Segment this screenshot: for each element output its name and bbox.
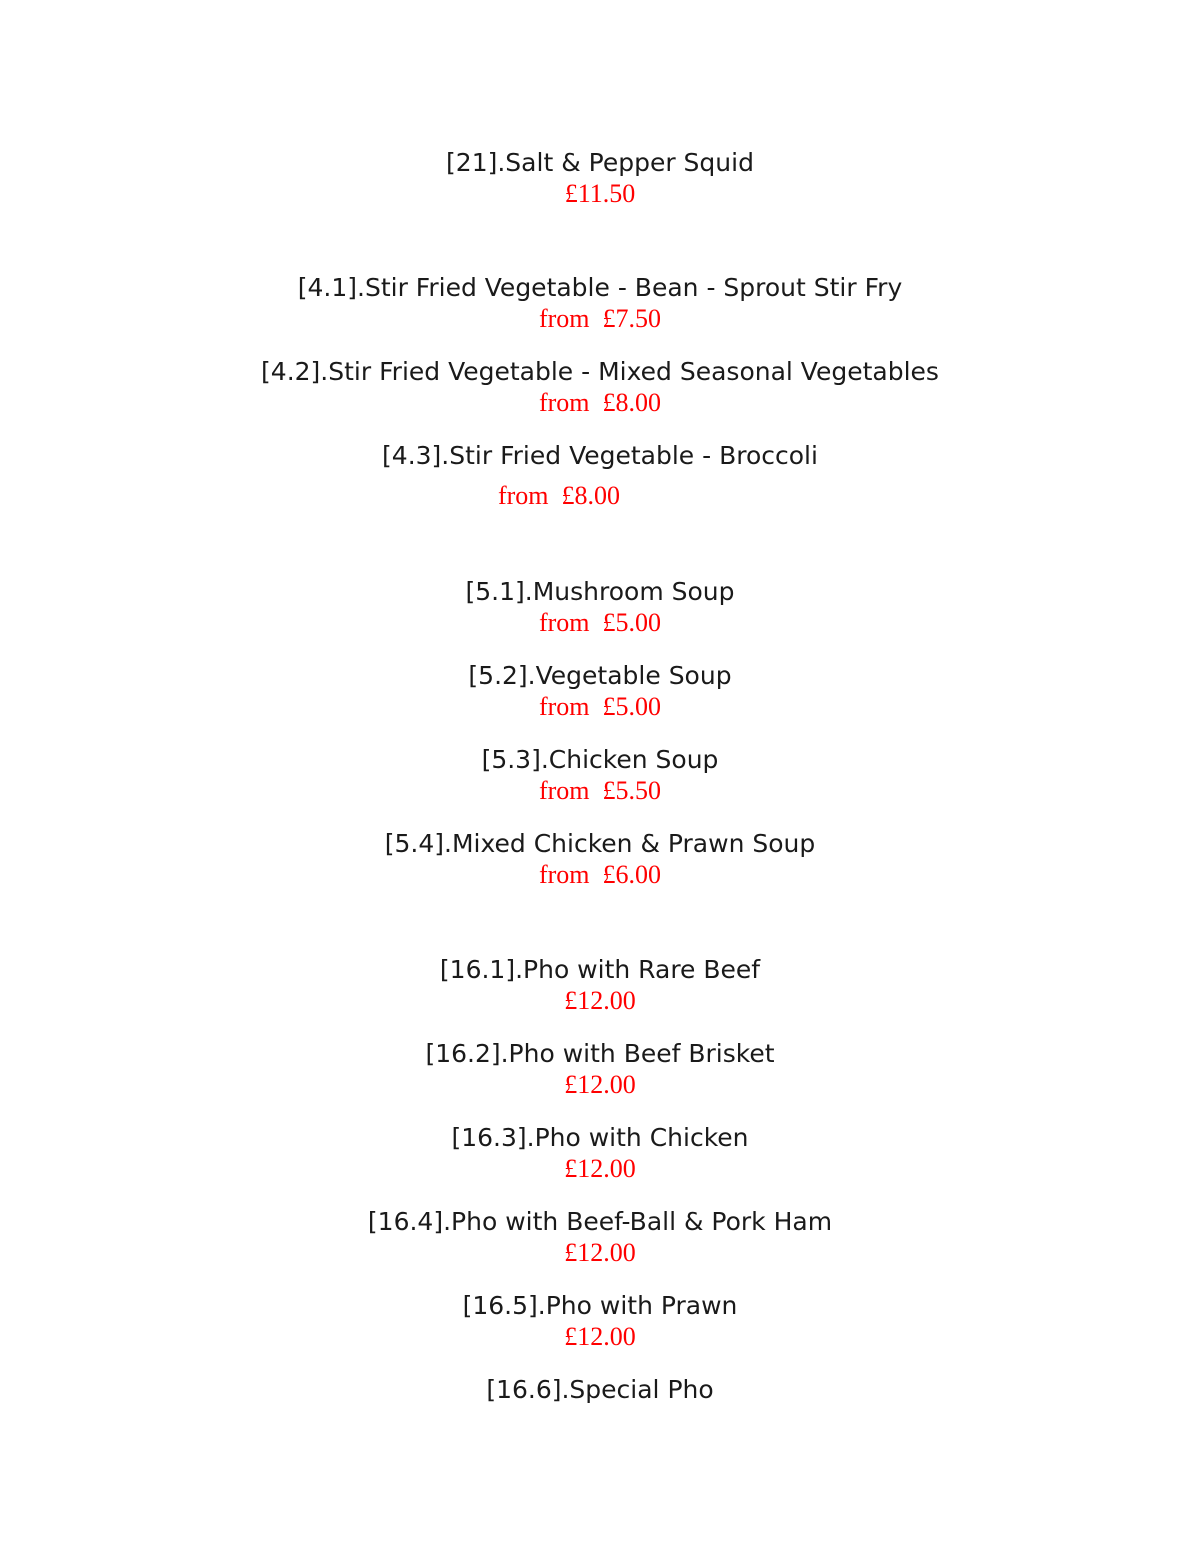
menu-item (0, 745, 1200, 806)
menu-item (0, 357, 1200, 418)
menu-item-name: [16.2].Pho with Beef Brisket (425, 1039, 775, 1068)
menu-item-name: [16.5].Pho with Prawn (462, 1291, 738, 1320)
menu-item-price: from £8.00 (538, 388, 662, 417)
menu-item-name: [5.1].Mushroom Soup (465, 577, 735, 606)
menu-item (0, 148, 1200, 209)
menu-item-name: [21].Salt & Pepper Squid (446, 148, 754, 177)
menu-item (0, 829, 1200, 890)
menu-item-name: [5.2].Vegetable Soup (468, 661, 732, 690)
menu-item-name: [16.3].Pho with Chicken (451, 1123, 749, 1152)
menu-item-price: £12.00 (564, 1322, 636, 1351)
menu-item (0, 661, 1200, 722)
menu-item (0, 577, 1200, 638)
menu-item-price: from £7.50 (538, 304, 662, 333)
menu-item (0, 1123, 1200, 1184)
menu-item-price: £12.00 (564, 1154, 636, 1183)
menu-item-price: from £5.00 (538, 692, 662, 721)
menu-item (0, 1375, 1200, 1405)
menu-item-price: from £8.00 (497, 481, 621, 510)
menu-item-name: [4.3].Stir Fried Vegetable - Broccoli (382, 441, 818, 470)
menu-item-name: [16.4].Pho with Beef-Ball & Pork Ham (367, 1207, 833, 1236)
menu-item-name: [5.3].Chicken Soup (481, 745, 719, 774)
menu-item-name: [16.1].Pho with Rare Beef (439, 955, 761, 984)
menu-item (0, 955, 1200, 1016)
menu-item-name: [4.2].Stir Fried Vegetable - Mixed Seasonal Vegetables (261, 357, 939, 386)
menu-item-price: from £5.50 (538, 776, 662, 805)
menu-item-price: £12.00 (564, 986, 636, 1015)
menu-item (0, 1291, 1200, 1352)
menu-item (0, 1207, 1200, 1268)
menu-item-name: [5.4].Mixed Chicken & Prawn Soup (384, 829, 816, 858)
menu-item (0, 1039, 1200, 1100)
menu-item (0, 273, 1200, 334)
menu-item-price: £12.00 (564, 1238, 636, 1267)
menu-item-price: from £5.00 (538, 608, 662, 637)
menu-item-price: from £6.00 (538, 860, 662, 889)
menu-item (0, 441, 1200, 511)
menu-item-price: £11.50 (564, 179, 636, 208)
menu-item-price: £12.00 (564, 1070, 636, 1099)
menu-item-name: [16.6].Special Pho (486, 1375, 714, 1404)
menu-item-name: [4.1].Stir Fried Vegetable - Bean - Sprout Stir Fry (297, 273, 903, 302)
